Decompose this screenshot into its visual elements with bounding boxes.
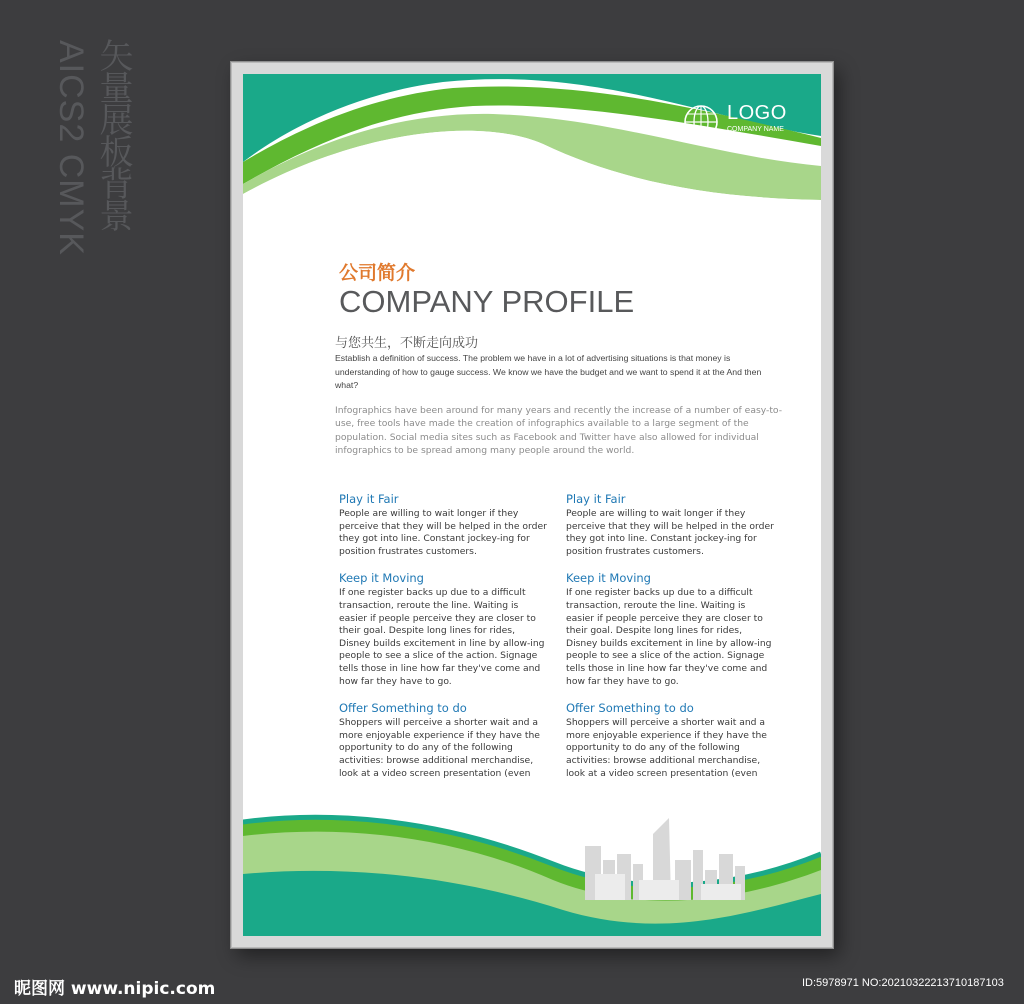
section-body: Shoppers will perceive a shorter wait and a more enjoyable experience if they have the opportunity to do any of the following activities: browse additional merchandise, look at a video screen presentation (even <box>566 717 767 779</box>
intro-paragraph: Infographics have been around for many years and recently the increase of a number of easy-to-use, free tools have made the creation of infographics available to a large segment of the population. Social media sites such as Facebook and Twitter have also allowed for individual infographics to be spread among many people around the world. <box>335 405 783 457</box>
page-title: COMPANY PROFILE <box>339 284 635 319</box>
slogan: 与您共生，不断走向成功 <box>335 336 479 351</box>
section-body: Shoppers will perceive a shorter wait and a more enjoyable experience if they have the opportunity to do any of the following activities: browse additional merchandise, look at a video screen presentation (even <box>339 717 540 779</box>
section-body: If one register backs up due to a difficult transaction, reroute the line. Waiting is easier if people perceive they are closer to their goal. Despite long lines for rides, Disney builds excitement in line by allow-ing people to see a slice of the action. Signage tells those in line how far they've come and how far they have to go. <box>566 587 772 687</box>
poster-board <box>243 74 821 936</box>
content-column-left <box>339 492 549 793</box>
content-column-right <box>566 492 776 793</box>
globe-icon <box>683 104 719 140</box>
section-title: Offer Something to do <box>566 701 694 716</box>
section-title: Play it Fair <box>566 492 626 506</box>
section-body: People are willing to wait longer if they perceive that they will be helped in the order they got into line. Constant jockey-ing for position frustrates customers. <box>339 508 547 557</box>
side-caption-en: AICS2 CMYK <box>52 40 90 256</box>
site-watermark: 昵图网 www.nipic.com <box>14 979 216 999</box>
side-caption-cn: 矢量展板背景 <box>93 38 133 230</box>
side-caption <box>50 38 136 278</box>
title-chinese: 公司简介 <box>339 262 416 284</box>
logo-text: LOGO <box>727 102 787 124</box>
section-title: Keep it Moving <box>339 571 424 586</box>
section-title: Play it Fair <box>339 492 399 506</box>
section-body: If one register backs up due to a difficult transaction, reroute the line. Waiting is easier if people perceive they are closer to their goal. Despite long lines for rides, Disney builds excitement in line by allow-ing people to see a slice of the action. Signage tells those in line how far they've come and how far they have to go. <box>339 587 545 687</box>
logo-company-name: COMPANY NAME <box>727 126 784 133</box>
company-logo <box>683 100 803 140</box>
section-body: People are willing to wait longer if they perceive that they will be helped in the order they got into line. Constant jockey-ing for position frustrates customers. <box>566 508 774 557</box>
image-id-watermark: ID:5978971 NO:20210322213710187103 <box>802 977 1004 989</box>
section-title: Offer Something to do <box>339 701 467 716</box>
lead-paragraph: Establish a definition of success. The problem we have in a lot of advertising situations is that money is understanding of how to gauge success. We know we have the budget and we want to spend it at the And then what? <box>335 353 762 391</box>
section-title: Keep it Moving <box>566 571 651 586</box>
